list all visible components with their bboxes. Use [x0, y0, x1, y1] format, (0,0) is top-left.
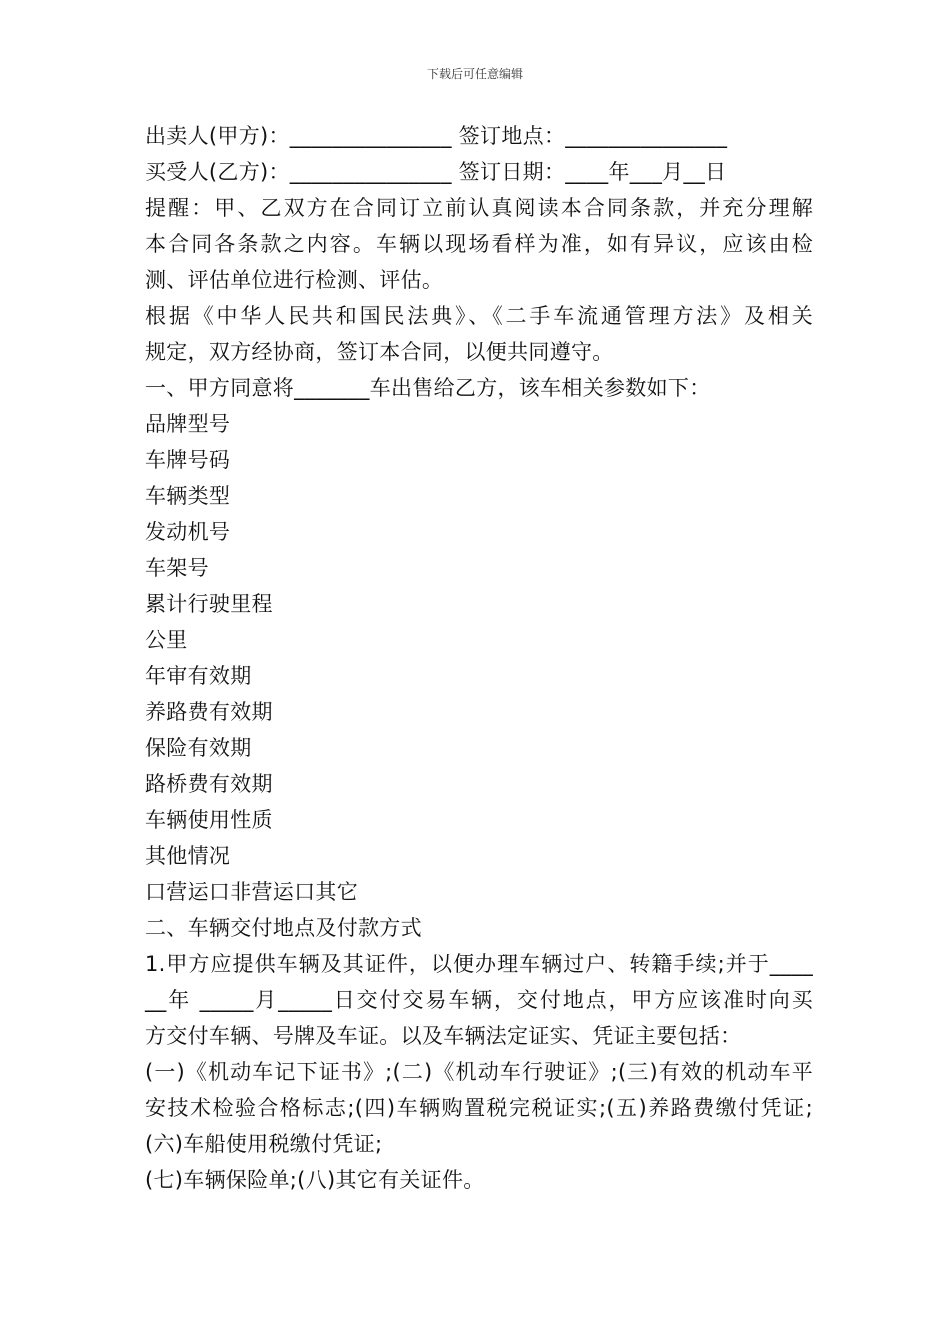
basis-line-1: 根据《中华人民共和国民法典》、《二手车流通管理方法》及相关 — [145, 304, 813, 328]
section-one-heading: 一、甲方同意将_______车出售给乙方，该车相关参数如下： — [145, 376, 711, 400]
reminder-line-1: 提醒：甲、乙双方在合同订立前认真阅读本合同条款，并充分理解 — [145, 196, 813, 220]
param-usage-nature: 车辆使用性质 — [145, 808, 273, 832]
param-plate-number: 车牌号码 — [145, 448, 231, 472]
document-body — [145, 118, 813, 1198]
param-engine-number: 发动机号 — [145, 520, 231, 544]
param-vehicle-type: 车辆类型 — [145, 484, 231, 508]
documents-line-4: (七)车辆保险单;(八)其它有关证件。 — [145, 1168, 485, 1192]
seller-line: 出卖人(甲方)：_______________ 签订地点：_______________ — [145, 124, 728, 148]
param-brand-model: 品牌型号 — [145, 412, 231, 436]
documents-line-1: (一)《机动车记下证书》;(二)《机动车行驶证》;(三)有效的机动车平 — [145, 1060, 813, 1084]
buyer-line: 买受人(乙方)：_______________ 签订日期：____年___月__日 — [145, 160, 727, 184]
section-two-heading: 二、车辆交付地点及付款方式 — [145, 916, 422, 940]
param-other: 其他情况 — [145, 844, 231, 868]
reminder-line-3: 测、评估单位进行检测、评估。 — [145, 268, 444, 292]
param-toll-fee: 路桥费有效期 — [145, 772, 273, 796]
param-frame-number: 车架号 — [145, 556, 209, 580]
documents-line-3: (六)车船使用税缴付凭证; — [145, 1132, 383, 1156]
basis-line-2: 规定，双方经协商，签订本合同，以便共同遵守。 — [145, 340, 614, 364]
page-header: 下载后可任意编辑 — [426, 67, 523, 81]
reminder-line-2: 本合同各条款之内容。车辆以现场看样为准，如有异议，应该由检 — [145, 232, 813, 256]
param-insurance: 保险有效期 — [145, 736, 252, 760]
param-road-fee: 养路费有效期 — [145, 700, 273, 724]
param-km: 公里 — [145, 628, 188, 652]
clause-1-line-3: 方交付车辆、号牌及车证。以及车辆法定证实、凭证主要包括： — [145, 1024, 742, 1048]
param-operation-options: 口营运口非营运口其它 — [145, 880, 358, 904]
param-annual-inspection: 年审有效期 — [145, 664, 252, 688]
documents-line-2: 安技术检验合格标志;(四)车辆购置税完税证实;(五)养路费缴付凭证; — [145, 1096, 813, 1120]
param-mileage: 累计行驶里程 — [145, 592, 273, 616]
clause-1-line-2: __年 _____月_____日交付交易车辆，交付地点，甲方应该准时向买 — [145, 988, 813, 1012]
clause-1-line-1: 1.甲方应提供车辆及其证件，以便办理车辆过户、转籍手续;并于____ — [145, 952, 813, 976]
